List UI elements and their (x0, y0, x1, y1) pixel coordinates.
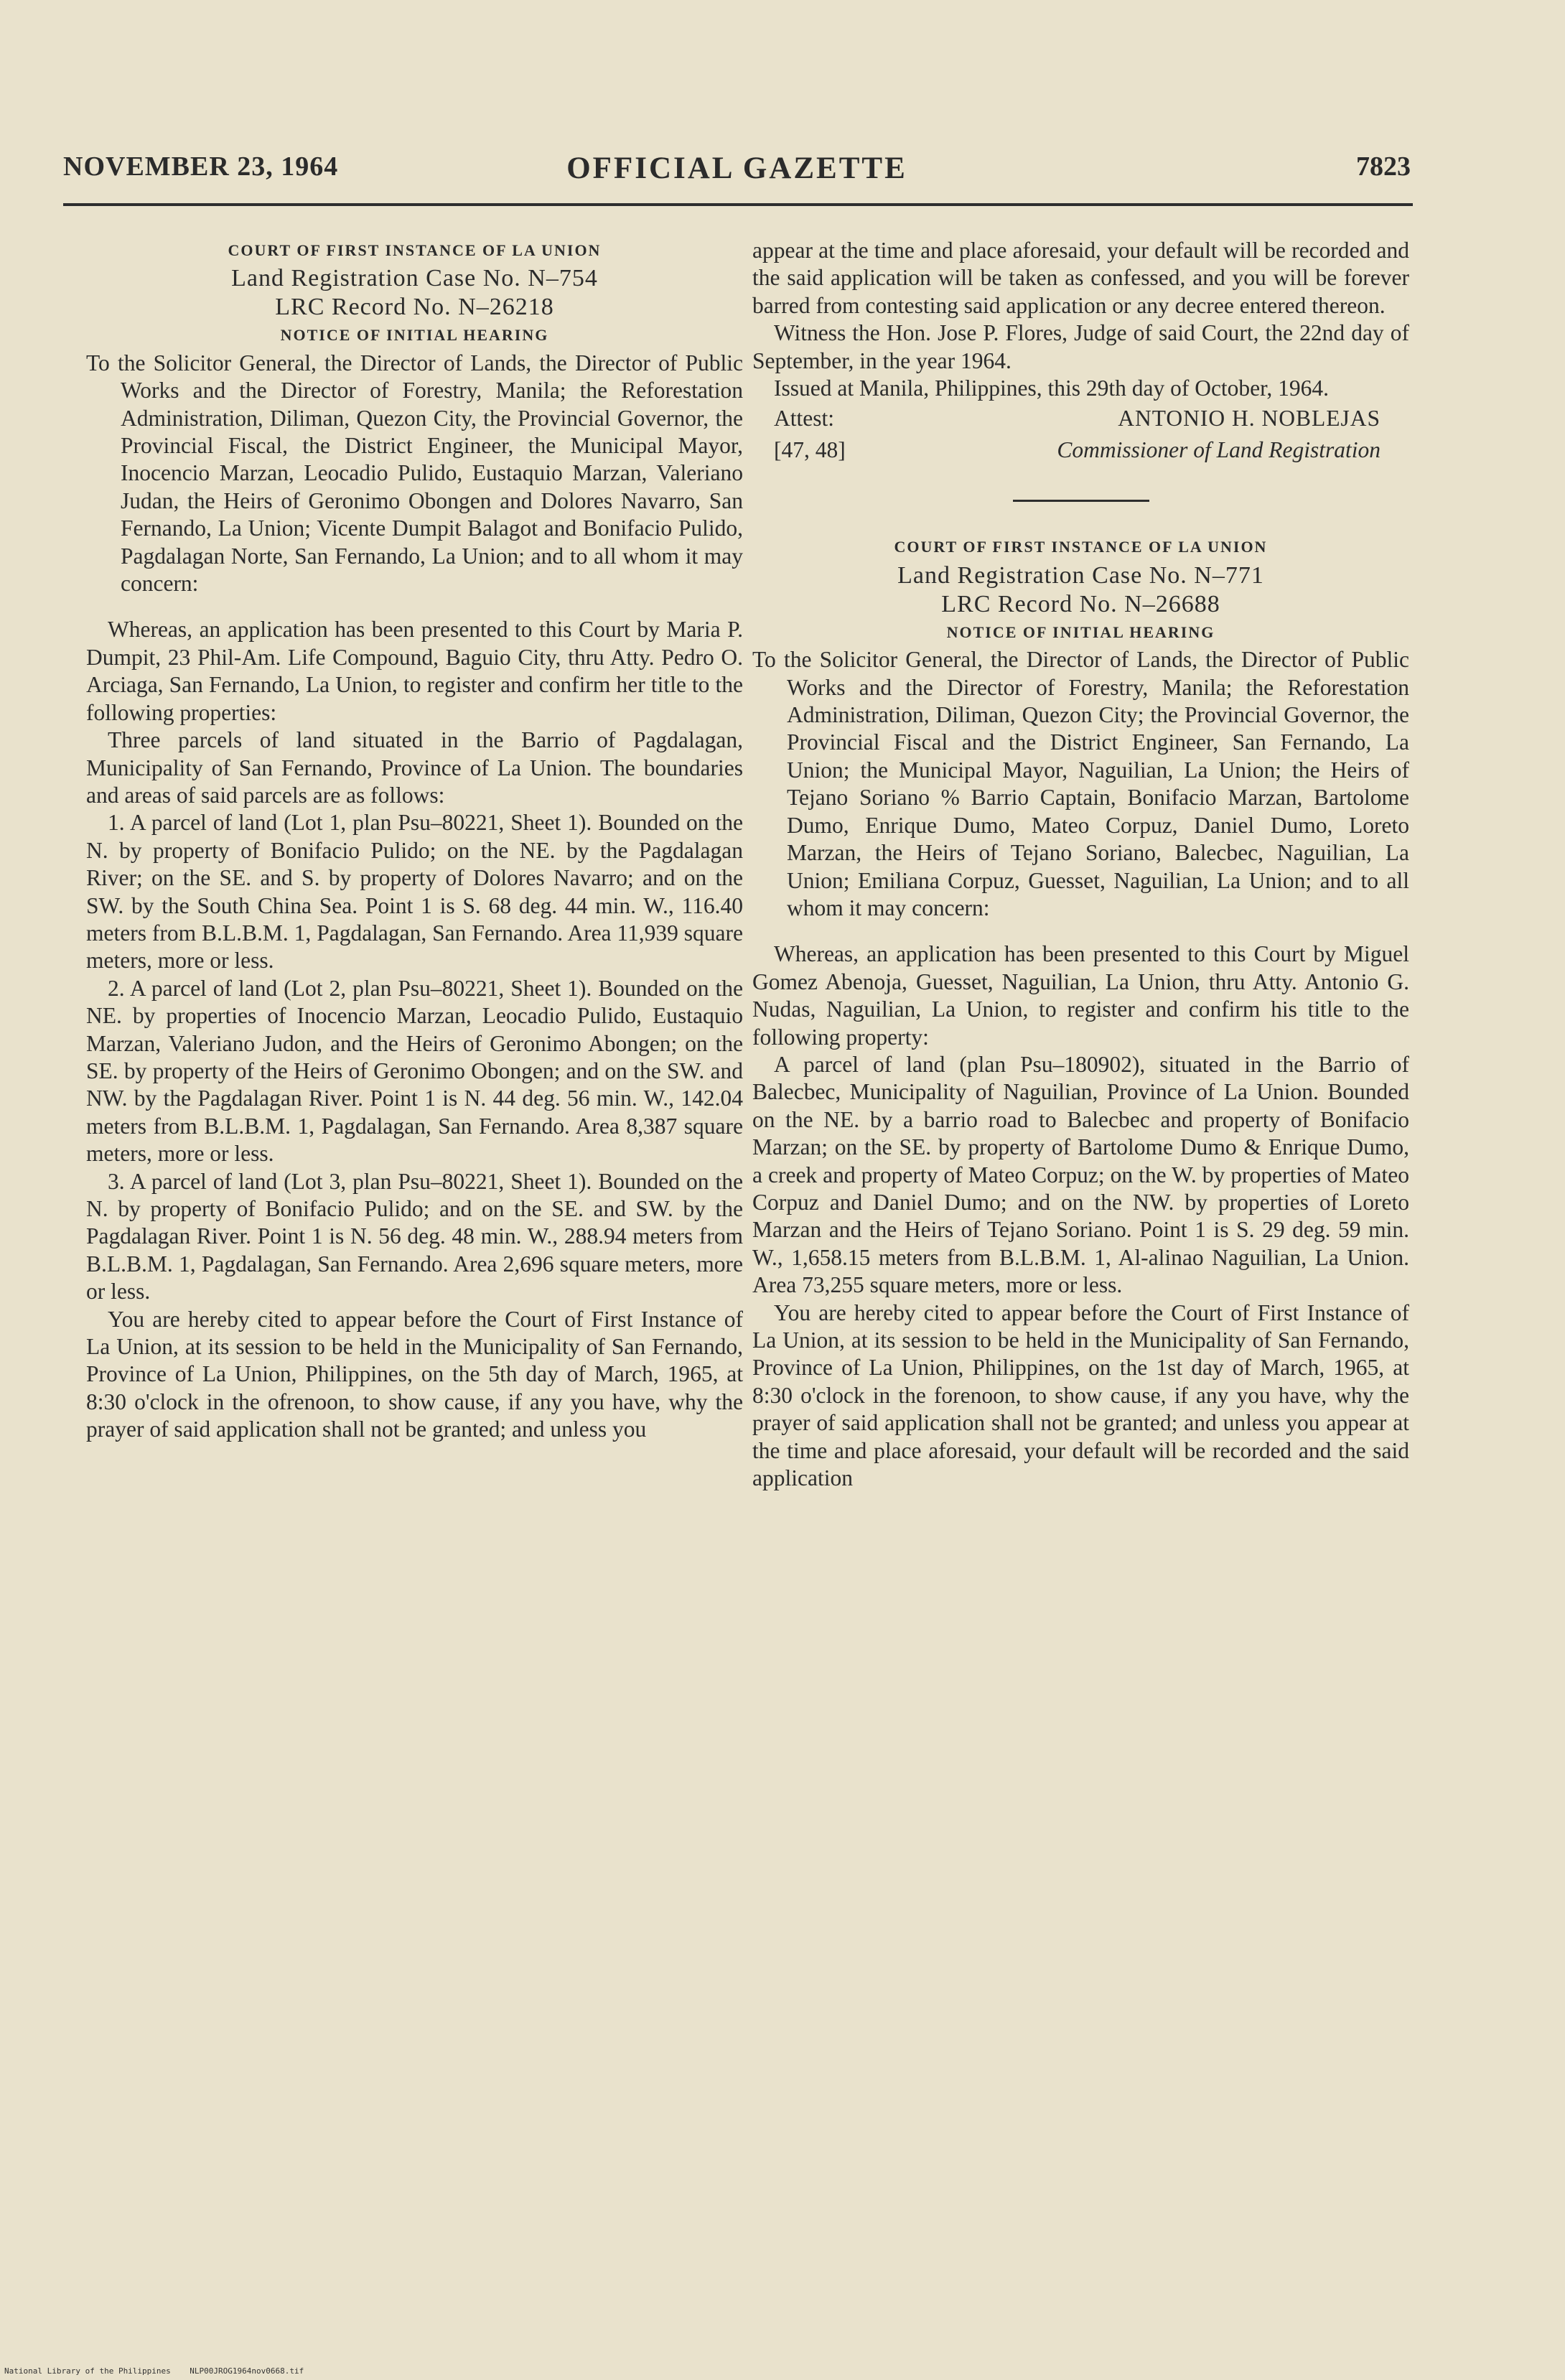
body-paragraph: Three parcels of land situated in the Barrio of Pagdalagan, Municipality of San Fernando, Province of La Union. The boundaries and areas of said parcels are as follows: (86, 727, 743, 808)
section-separator (1013, 500, 1149, 502)
body-paragraph: You are hereby cited to appear before the Court of First Instance of La Union, at its session to be held in the Municipality of San Fernando, Province of La Union, Philippines, on the 5th day of March, 1965, at 8:30 o'clock in the ofrenoon, to show cause, if any you have, why the prayer of said application shall not be granted; and unless you (86, 1306, 743, 1442)
header-date: NOVEMBER 23, 1964 (63, 151, 339, 182)
notice-title: NOTICE OF INITIAL HEARING (280, 326, 549, 345)
body-paragraph: Whereas, an application has been presented to this Court by Maria P. Dumpit, 23 Phil-Am. Life Compound, Baguio City, thru Atty. Pedro O. Arciaga, San Fernando, La Union, to register and confirm her title to the following properties: (86, 617, 743, 725)
footer-file: NLP00JROG1964nov0668.tif (190, 2366, 304, 2376)
lrc-record: LRC Record No. N–26218 (275, 294, 554, 321)
attest-title: Commissioner of Land Registration (1057, 437, 1381, 463)
court-heading: COURT OF FIRST INSTANCE OF LA UNION (894, 538, 1268, 556)
page-header (63, 151, 1411, 194)
body-paragraph: A parcel of land (plan Psu–180902), situated in the Barrio of Balecbec, Municipality of Naguilian, Province of La Union. Bounded on the NE. by a barrio road to Balecbec and property of Bonifacio Marzan; on the SE. by property of Bartolome Dumo & Enrique Dumo, a creek and property of Mateo Corpuz; on the W. by properties of Mateo Corpuz and Daniel Dumo; and on the NW. by properties of Loreto Marzan and the Heirs of Tejano Soriano. Point 1 is S. 29 deg. 59 min. W., 1,658.15 meters from B.L.B.M. 1, Al-alinao Naguilian, La Union. Area 73,255 square meters, more or less. (752, 1051, 1409, 1298)
reference-number: [47, 48] (774, 437, 846, 463)
header-page-number: 7823 (1356, 151, 1411, 182)
body-paragraph: Whereas, an application has been presented to this Court by Miguel Gomez Abenoja, Guesset, Naguilian, La Union, thru Atty. Antonio G. Nudas, Naguilian, La Union, to register and confirm his title to the following property: (752, 941, 1409, 1050)
addressee-paragraph: To the Solicitor General, the Director of Lands, the Director of Public Works and the Director of Forestry, Manila; the Reforestation Administration, Diliman, Quezon City, the Provincial Governor, the Provincial Fiscal, the District Engineer, the Municipal Mayor, Inocencio Marzan, Leocadio Pulido, Eustaquio Marzan, Valeriano Judan, the Heirs of Geronimo Obongen and Dolores Navarro, San Fernando, La Union; Vicente Dumpit Balagot and Bonifacio Pulido, Pagdalagan Norte, San Fernando, La Union; and to all whom it may concern: (86, 350, 743, 597)
attest-name: ANTONIO H. NOBLEJAS (1118, 406, 1381, 431)
addressee-paragraph: To the Solicitor General, the Director of Lands, the Director of Public Works and the Director of Forestry, Manila; the Reforestation Administration, Diliman, Quezon City; the Provincial Governor, the Provincial Fiscal and the District Engineer, San Fernando, La Union; the Municipal Mayor, Naguilian, La Union; the Heirs of Tejano Soriano % Barrio Captain, Bonifacio Marzan, Bartolome Dumo, Enrique Dumo, Mateo Corpuz, Daniel Dumo, Loreto Marzan, the Heirs of Tejano Soriano, Balecbec, Naguilian, La Union; Emiliana Corpuz, Guesset, Naguilian, La Union; and to all whom it may concern: (752, 647, 1409, 920)
continuation-paragraph: appear at the time and place aforesaid, your default will be recorded and the said application will be taken as confessed, and you will be forever barred from contesting said application or any decree entered thereon. (752, 238, 1409, 318)
attest-label: Attest: (774, 406, 834, 431)
scan-footer (4, 2366, 304, 2376)
header-title: OFFICIAL GAZETTE (566, 151, 907, 185)
body-paragraph: 1. A parcel of land (Lot 1, plan Psu–80221, Sheet 1). Bounded on the N. by property of Bonifacio Pulido; on the NE. by the Pagdalagan River; on the SE. and S. by property of Dolores Navarro; and on the SW. by the South China Sea. Point 1 is S. 68 deg. 44 min. W., 116.40 meters from B.L.B.M. 1, Pagdalagan, San Fernando. Area 11,939 square meters, more or less. (86, 810, 743, 974)
header-rule (63, 203, 1413, 206)
body-paragraph: 2. A parcel of land (Lot 2, plan Psu–80221, Sheet 1). Bounded on the NE. by properties of Inocencio Marzan, Leocadio Pulido, Eustaquio Marzan, Valeriano Judon, and the Heirs of Geronimo Abongen; on the SE. by property of the Heirs of Geronimo Obongen; and on the SW. and NW. by the Pagdalagan River. Point 1 is N. 44 deg. 56 min. W., 142.04 meters from B.L.B.M. 1, Pagdalagan, San Fernando. Area 8,387 square meters, more or less. (86, 975, 743, 1167)
court-heading: COURT OF FIRST INSTANCE OF LA UNION (228, 241, 602, 259)
right-column (752, 237, 1409, 1492)
attest-title-row (752, 437, 1409, 465)
notice-title: NOTICE OF INITIAL HEARING (946, 622, 1215, 641)
witness-paragraph: Witness the Hon. Jose P. Flores, Judge of said Court, the 22nd day of September, in the year 1964. (752, 320, 1409, 373)
body-paragraph: You are hereby cited to appear before the Court of First Instance of La Union, at its session to be held in the Municipality of San Fernando, Province of La Union, Philippines, on the 1st day of March, 1965, at 8:30 o'clock in the forenoon, to show cause, if any you have, why the prayer of said application shall not be granted; and unless you appear at the time and place aforesaid, your default will be recorded and the said application (752, 1299, 1409, 1491)
attest-row (752, 405, 1409, 434)
left-column (86, 237, 743, 1444)
body-paragraph: 3. A parcel of land (Lot 3, plan Psu–80221, Sheet 1). Bounded on the N. by property of Bonifacio Pulido; and on the SE. and SW. by the Pagdalagan River. Point 1 is N. 56 deg. 48 min. W., 288.94 meters from B.L.B.M. 1, Pagdalagan, San Fernando. Area 2,696 square meters, more or less. (86, 1168, 743, 1305)
footer-library: National Library of the Philippines (4, 2366, 171, 2376)
lrc-record: LRC Record No. N–26688 (941, 590, 1220, 617)
case-number: Land Registration Case No. N–771 (897, 561, 1264, 589)
case-number: Land Registration Case No. N–754 (231, 265, 598, 292)
issued-paragraph: Issued at Manila, Philippines, this 29th day of October, 1964. (774, 375, 1330, 401)
